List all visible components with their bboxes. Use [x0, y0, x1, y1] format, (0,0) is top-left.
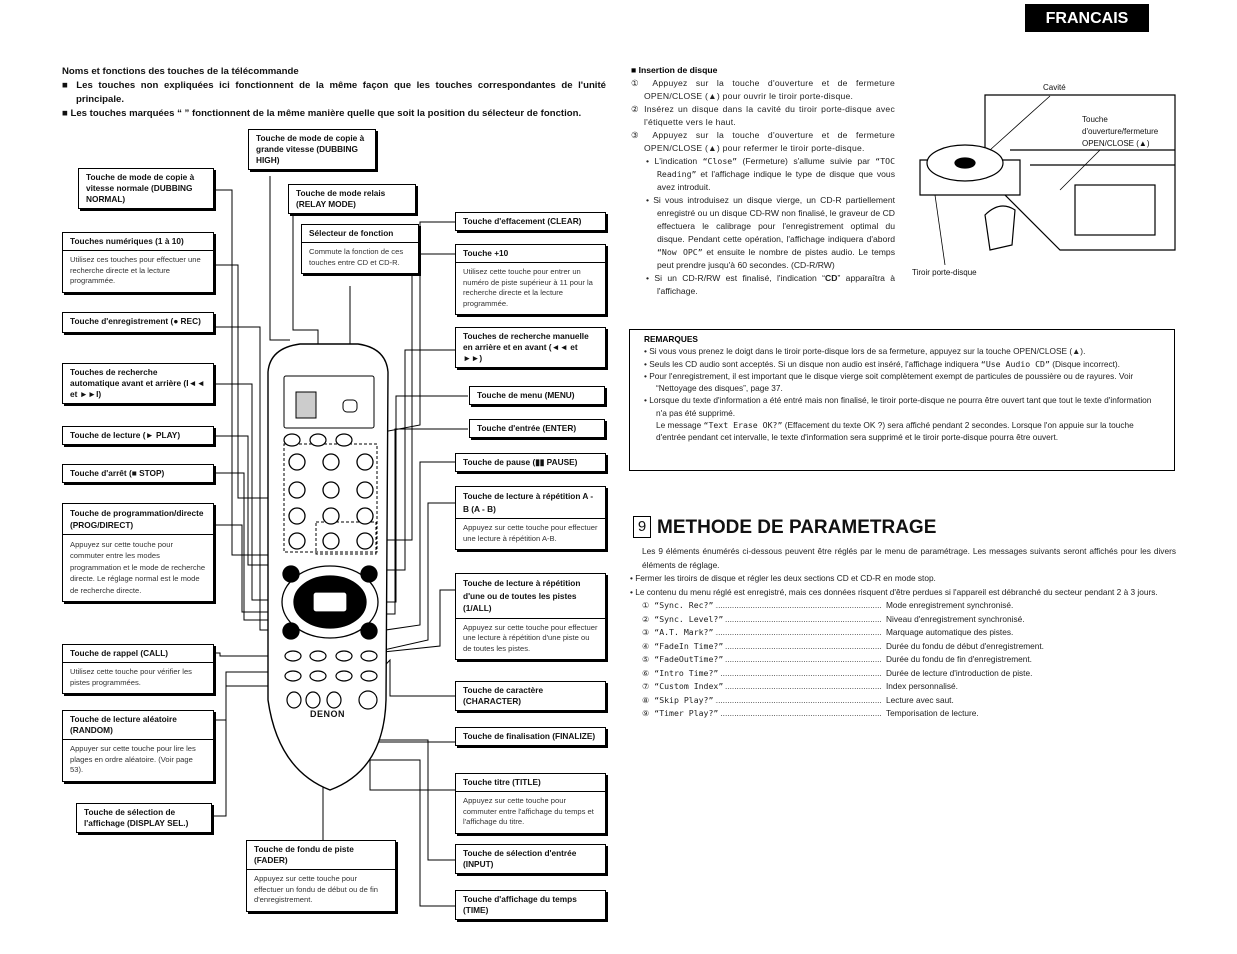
box-function-selector-desc: Commute la fonction de ces touches entre CD et CD-R. — [302, 242, 418, 273]
box-call-label: Touche de rappel (CALL) — [70, 648, 169, 658]
box-numeric-keys-desc: Utilisez ces touches pour effectuer une recherche directe et la lecture programmée. — [63, 250, 213, 292]
box-title — [455, 773, 606, 834]
box-clear — [455, 212, 606, 231]
box-menu-label: Touche de menu (MENU) — [477, 390, 575, 400]
box-fader — [246, 840, 396, 912]
insertion-bullet-3: • Si un CD-R/RW est finalisé, l'indication “CD” apparaîtra à l'affichage. — [646, 273, 895, 296]
setup-bullet-2: • Le contenu du menu réglé est enregistré, mais ces données risquent d'être perdues si l'appareil est débranché du secteur pendant 2 à 3 jours. — [630, 586, 1158, 597]
setup-item — [642, 667, 1176, 681]
setup-item-key: ⑥ “Intro Time?” — [642, 667, 719, 678]
box-input-label: Touche de sélection d'entrée (INPUT) — [463, 848, 577, 869]
box-stop — [62, 464, 214, 483]
box-fader-desc: Appuyez sur cette touche pour effectuer un fondu de début ou de fin d'enregistrement. — [247, 869, 395, 911]
box-title-desc: Appuyez sur cette touche pour commuter entre l'affichage du temps et l'affichage du titre. — [456, 791, 605, 833]
setup-item — [642, 640, 1176, 654]
box-prog-direct-label: Touche de programmation/directe (PROG/DIRECT) — [70, 508, 204, 530]
remark-1: • Si vous vous prenez le doigt dans le tiroir porte-disque lors de sa fermeture, appuyez sur la touche OPEN/CLOSE (▲). — [644, 346, 1086, 357]
box-clear-label: Touche d'effacement (CLEAR) — [463, 216, 582, 226]
box-repeat-1-all-label: Touche de lecture à répétition d'une ou de toutes les pistes (1/ALL) — [463, 578, 581, 613]
figure-label-tray: Tiroir porte-disque — [912, 268, 977, 277]
insertion-bullet-1: • L'indication “Close” (Fermeture) s'allume suivie par “TOC Reading” et l'affichage indique le type de disque que vous avez introduit. — [646, 156, 895, 192]
box-dubbing-high — [248, 129, 376, 170]
box-random — [62, 710, 214, 782]
setup-item — [642, 680, 1176, 694]
box-ab-repeat-label: Touche de lecture à répétition A - B (A - B) — [463, 491, 594, 514]
setup-item-key: ③ “A.T. Mark?” — [642, 627, 714, 637]
remark-4: • Lorsque du texte d'information a été entré mais non finalisé, le tiroir porte-disque ne pourra être ouvert tant que tout le texte d'information n'a pas été supprimé. — [644, 395, 1152, 418]
box-random-desc: Appuyer sur cette touche pour lire les plages en ordre aléatoire. (Voir page 53). — [63, 739, 213, 781]
setup-item-key: ① “Sync. Rec?” — [642, 600, 714, 610]
box-repeat-1-all-desc: Appuyez sur cette touche pour effectuer une lecture à répétition d'une piste ou de toutes les pistes. — [456, 618, 605, 660]
box-prog-direct-desc: Appuyez sur cette touche pour commuter entre les modes programmation et le mode de recherche directe. Le réglage normal est le mode de recherche directe. — [63, 534, 213, 601]
setup-item-value: Durée du fondu de début d'enregistrement. — [886, 640, 1044, 651]
box-play — [62, 426, 214, 445]
box-stop-label: Touche d'arrêt (■ STOP) — [70, 468, 165, 478]
box-call — [62, 644, 214, 694]
setup-item — [642, 626, 1176, 640]
setup-item-value: Mode enregistrement synchronisé. — [886, 600, 1014, 610]
box-relay-mode-label: Touche de mode relais (RELAY MODE) — [296, 188, 386, 209]
box-menu — [469, 386, 605, 405]
box-play-label: Touche de lecture (► PLAY) — [70, 430, 181, 440]
setup-item-key: ⑦ “Custom Index” — [642, 681, 724, 691]
remote-brand: DENON — [310, 709, 346, 719]
box-dubbing-high-label: Touche de mode de copie à grande vitesse (DUBBING HIGH) — [256, 133, 365, 165]
box-call-desc: Utilisez cette touche pour vérifier les pistes programmées. — [63, 662, 213, 693]
box-numeric-keys — [62, 232, 214, 293]
box-manual-search — [455, 327, 606, 368]
box-title-label: Touche titre (TITLE) — [463, 777, 541, 787]
setup-item-value: Niveau d'enregistrement synchronisé. — [886, 613, 1025, 624]
box-rec-label: Touche d'enregistrement (● REC) — [70, 316, 201, 326]
setup-item-value: Temporisation de lecture. — [886, 708, 979, 718]
setup-item — [642, 707, 1176, 721]
box-relay-mode — [288, 184, 416, 214]
setup-item-key: ⑧ “Skip Play?” — [642, 694, 714, 705]
setup-item-key: ② “Sync. Level?” — [642, 613, 724, 624]
setup-intro: Les 9 éléments énumérés ci-dessous peuvent être réglés par le menu de paramétrage. Les messages suivants seront affichés pour les divers éléments de réglage. — [642, 546, 1176, 570]
setup-section — [630, 545, 1176, 721]
insertion-section — [631, 64, 895, 298]
language-tab: FRANCAIS — [1025, 4, 1149, 32]
box-display-sel — [76, 803, 212, 833]
insertion-bullet-2: • Si vous introduisez un disque vierge, un CD-R partiellement enregistré ou un disque CD-RW non finalisé, le graveur de CD effectuera le calibrage pour l'enregistrement optimal du disque. Pendant cette opération, l'affichage indiquera d'abord “Now OPC” et ensuite le nombre de pistes audio. Le temps peut prendre jusqu'à 60 secondes. (CD-R/RW) — [646, 195, 895, 270]
remark-5: Le message “Text Erase OK?” (Effacement du texte OK ?) sera affiché pendant 2 secondes. Lorsque l'on appuie sur la touche d'entrée pendant cet intervalle, le texte d'information sera supprimé et le tiroir porte-disque pourra être ouvert. — [656, 420, 1134, 443]
setup-item — [642, 694, 1176, 708]
setup-item-value: Durée de lecture d'introduction de piste. — [886, 667, 1033, 678]
intro-bullet-2: ■ Les touches marquées “ ” fonctionnent de la même manière quelle que soit la position du sélecteur de fonction. — [62, 108, 582, 119]
box-auto-search — [62, 363, 214, 404]
remark-3: • Pour l'enregistrement, il est important que le disque vierge soit complètement exempt de particules de poussière ou de rayures. Voir “Nettoyage des disques”, page 37. — [644, 370, 1134, 394]
box-finalize-label: Touche de finalisation (FINALIZE) — [463, 731, 596, 741]
insertion-step-1: ① Appuyez sur la touche d'ouverture et de fermeture OPEN/CLOSE (▲) pour ouvrir le tiroir porte-disque. — [631, 78, 895, 101]
box-prog-direct — [62, 503, 214, 602]
section-title — [633, 516, 936, 539]
setup-item-list — [630, 599, 1176, 721]
box-ab-repeat-desc: Appuyez sur cette touche pour effectuer une lecture à répétition A-B. — [456, 518, 605, 549]
box-pause-label: Touche de pause (▮▮ PAUSE) — [463, 457, 578, 467]
setup-item-key: ④ “FadeIn Time?” — [642, 640, 724, 651]
setup-item-value: Index personnalisé. — [886, 681, 958, 691]
intro-bullet-1: ■ Les touches non expliquées ici fonctionnent de la même façon que les touches correspondantes de l'unité principale. — [62, 80, 606, 105]
box-dubbing-normal-label: Touche de mode de copie à vitesse normale (DUBBING NORMAL) — [86, 172, 195, 204]
remark-2: • Seuls les CD audio sont acceptés. Si un disque non audio est inséré, l'affichage indiquera “Use Audio CD” (Disque incorrect). — [644, 358, 1120, 369]
box-repeat-1-all — [455, 573, 606, 660]
setup-item-key: ⑨ “Timer Play?” — [642, 708, 719, 718]
section-title-text: METHODE DE PARAMETRAGE — [657, 517, 937, 538]
box-dubbing-normal — [78, 168, 214, 209]
figure-label-cavity: Cavité — [1043, 83, 1066, 92]
box-random-label: Touche de lecture aléatoire (RANDOM) — [70, 714, 177, 735]
setup-bullet-1: • Fermer les tiroirs de disque et régler les deux sections CD et CD-R en mode stop. — [630, 573, 936, 583]
box-input — [455, 844, 606, 874]
setup-item-value: Marquage automatique des pistes. — [886, 627, 1014, 637]
box-finalize — [455, 727, 606, 746]
box-fader-label: Touche de fondu de piste (FADER) — [254, 844, 354, 865]
box-enter-label: Touche d'entrée (ENTER) — [477, 423, 577, 433]
insertion-step-3: ③ Appuyez sur la touche d'ouverture et de fermeture OPEN/CLOSE (▲) pour refermer le tiroir porte-disque. — [631, 130, 895, 153]
box-auto-search-label: Touches de recherche automatique avant et arrière (I◄◄ et ►►I) — [70, 367, 205, 399]
box-enter — [469, 419, 605, 438]
remarks-box — [629, 329, 1175, 471]
insertion-heading: ■ Insertion de disque — [631, 65, 718, 75]
section-number: 9 — [633, 516, 651, 538]
box-manual-search-label: Touches de recherche manuelle en arrière et en avant (◄◄ et ►►) — [463, 331, 589, 363]
remarks-heading: REMARQUES — [644, 334, 698, 344]
box-character-label: Touche de caractère (CHARACTER) — [463, 685, 544, 706]
intro-heading: Noms et fonctions des touches de la télécommande — [62, 66, 299, 77]
box-numeric-keys-label: Touches numériques (1 à 10) — [70, 236, 184, 246]
setup-item-value: Lecture avec saut. — [886, 694, 954, 705]
setup-item-value: Durée du fondu de fin d'enregistrement. — [886, 654, 1032, 664]
setup-item — [642, 599, 1176, 613]
box-plus10-label: Touche +10 — [463, 248, 509, 258]
box-rec — [62, 312, 214, 333]
setup-item-key: ⑤ “FadeOutTime?” — [642, 654, 724, 664]
setup-item — [642, 613, 1176, 627]
box-function-selector — [301, 224, 419, 274]
box-plus10-desc: Utilisez cette touche pour entrer un numéro de piste supérieur à 11 pour la recherche directe et la lecture programmée. — [456, 262, 605, 314]
box-display-sel-label: Touche de sélection de l'affichage (DISPLAY SEL.) — [84, 807, 189, 828]
insertion-step-2: ② Insérez un disque dans la cavité du tiroir porte-disque avec l'étiquette vers le haut. — [631, 104, 895, 127]
box-time — [455, 890, 606, 920]
setup-item — [642, 653, 1176, 667]
box-character — [455, 681, 606, 711]
box-plus10 — [455, 244, 606, 315]
figure-label-button: Touche d'ouverture/fermeture OPEN/CLOSE (▲) — [1082, 115, 1159, 148]
box-time-label: Touche d'affichage du temps (TIME) — [463, 894, 577, 915]
box-function-selector-label: Sélecteur de fonction — [309, 228, 394, 238]
box-ab-repeat — [455, 486, 606, 550]
box-pause — [455, 453, 606, 472]
